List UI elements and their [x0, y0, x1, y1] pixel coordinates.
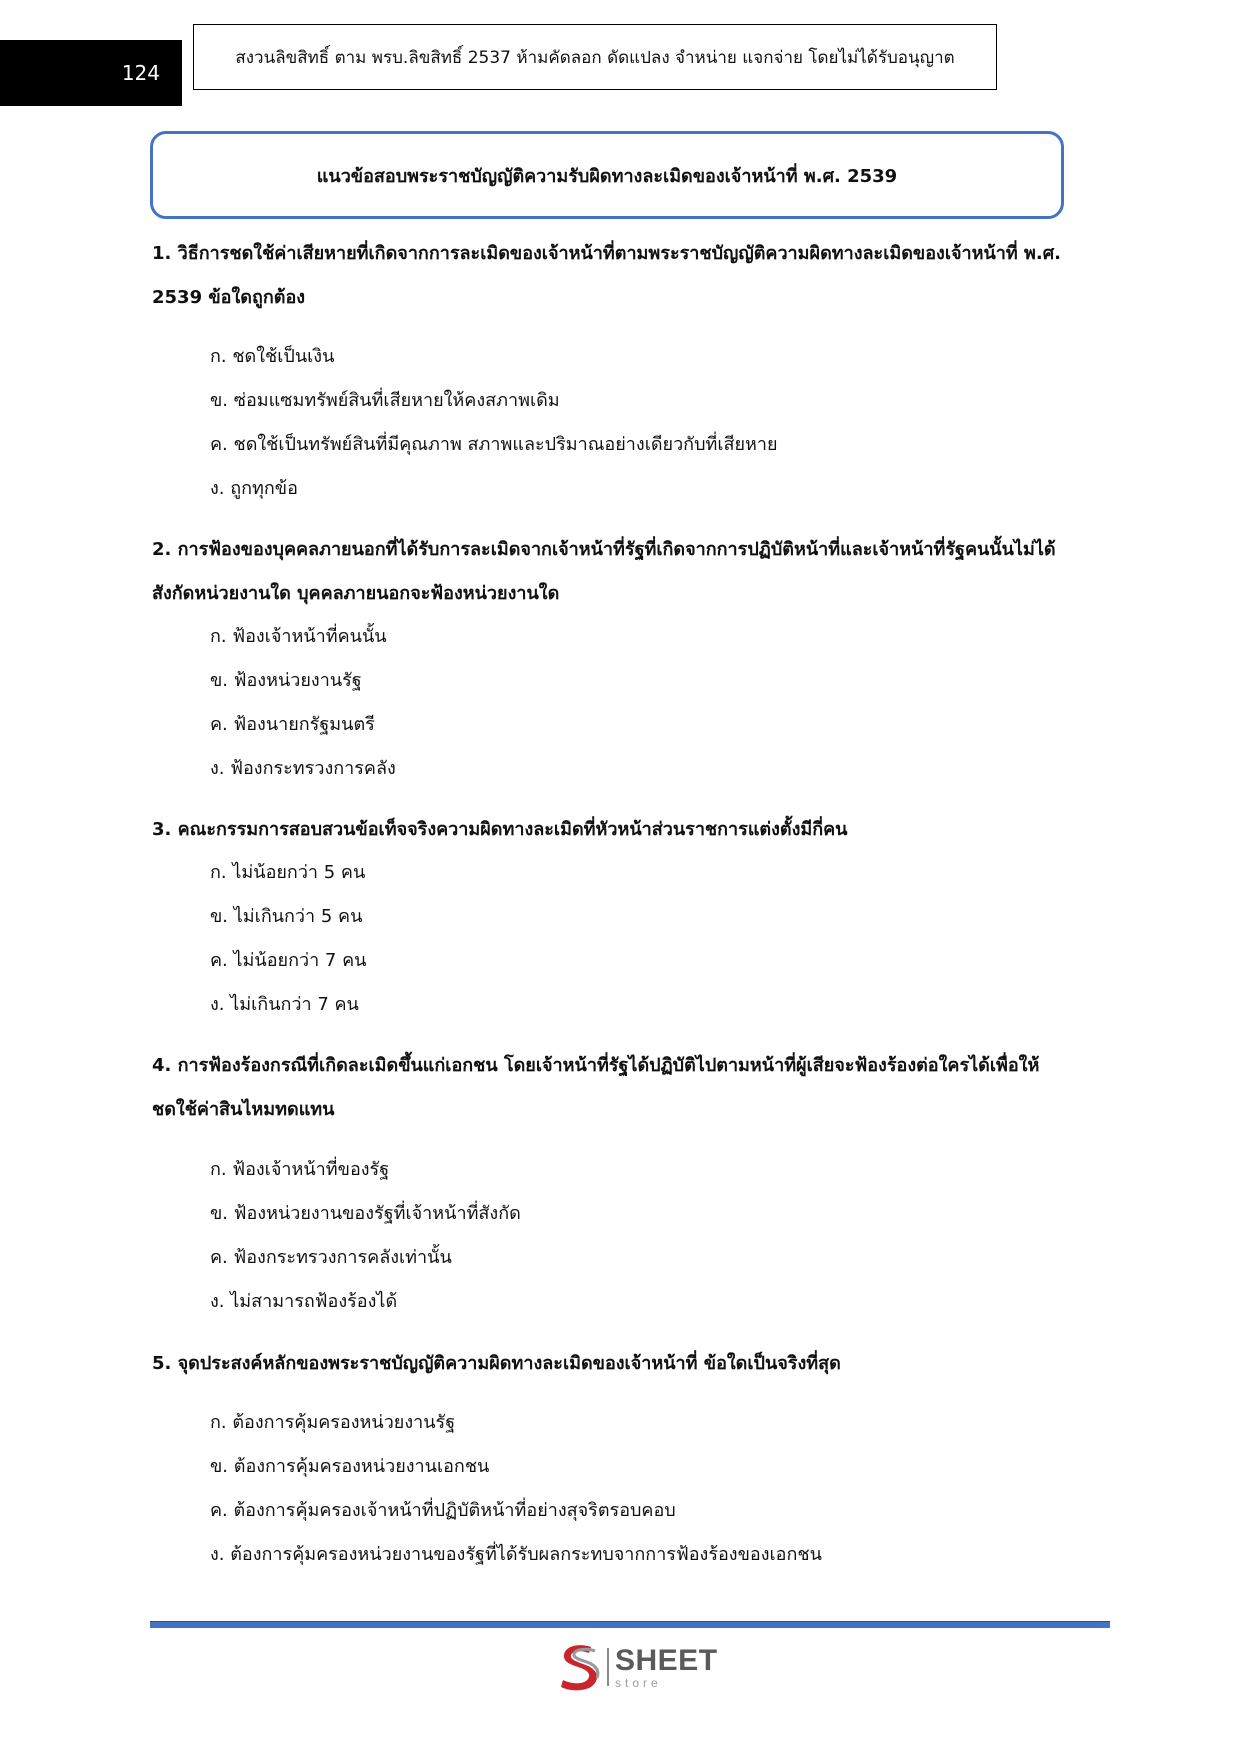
question-2: 2. การฟ้องของบุคคลภายนอกที่ได้รับการละเมิดจากเจ้าหน้าที่รัฐที่เกิดจากการปฏิบัติหน้าที่และเจ้าหน้าที่รัฐคนนั้นไม่ได้สังกัดหน่วยงานใด บุคคลภายนอกจะฟ้องหน่วยงานใด — [152, 539, 1056, 604]
logo-word: SHEET — [615, 1643, 718, 1677]
question-4-choice-b: ข. ฟ้องหน่วยงานของรัฐที่เจ้าหน้าที่สังกัด — [210, 1203, 521, 1224]
question-1-choice-a: ก. ชดใช้เป็นเงิน — [210, 346, 335, 367]
question-5: 5. จุดประสงค์หลักของพระราชบัญญัติความผิดทางละเมิดของเจ้าหน้าที่ ข้อใดเป็นจริงที่สุด — [152, 1353, 841, 1374]
question-2-choice-d: ง. ฟ้องกระทรวงการคลัง — [210, 758, 396, 779]
question-5-choice-d: ง. ต้องการคุ้มครองหน่วยงานของรัฐที่ได้รับผลกระทบจากการฟ้องร้องของเอกชน — [210, 1544, 822, 1565]
question-2-choice-b: ข. ฟ้องหน่วยงานรัฐ — [210, 670, 362, 691]
question-5-choice-a: ก. ต้องการคุ้มครองหน่วยงานรัฐ — [210, 1412, 456, 1433]
question-4: 4. การฟ้องร้องกรณีที่เกิดละเมิดขึ้นแก่เอกชน โดยเจ้าหน้าที่รัฐได้ปฏิบัติไปตามหน้าที่ผู้เสียจะฟ้องร้องต่อใครได้เพื่อให้ชดใช้ค่าสินไหมทดแทน — [152, 1055, 1040, 1120]
page-title: แนวข้อสอบพระราชบัญญัติความรับผิดทางละเมิดของเจ้าหน้าที่ พ.ศ. 2539 — [316, 165, 898, 187]
question-1-choice-c: ค. ชดใช้เป็นทรัพย์สินที่มีคุณภาพ สภาพและปริมาณอย่างเดียวกับที่เสียหาย — [210, 434, 778, 455]
question-4-choice-a: ก. ฟ้องเจ้าหน้าที่ของรัฐ — [210, 1159, 390, 1180]
question-2-choice-c: ค. ฟ้องนายกรัฐมนตรี — [210, 714, 375, 735]
question-3-choice-b: ข. ไม่เกินกว่า 5 คน — [210, 906, 363, 927]
question-5-choice-c: ค. ต้องการคุ้มครองเจ้าหน้าที่ปฏิบัติหน้าที่อย่างสุจริตรอบคอบ — [210, 1500, 676, 1521]
question-3-choice-d: ง. ไม่เกินกว่า 7 คน — [210, 994, 359, 1015]
question-5-choice-b: ข. ต้องการคุ้มครองหน่วยงานเอกชน — [210, 1456, 490, 1477]
sheet-store-logo — [555, 1641, 725, 1693]
question-2-choice-a: ก. ฟ้องเจ้าหน้าที่คนนั้น — [210, 626, 387, 647]
footer-divider — [150, 1621, 1110, 1628]
copyright-text: สงวนลิขสิทธิ์ ตาม พรบ.ลิขสิทธิ์ 2537 ห้ามคัดลอก ดัดแปลง จำหน่าย แจกจ่าย โดยไม่ได้รับอนุญาต — [235, 47, 955, 68]
question-1-choice-d: ง. ถูกทุกข้อ — [210, 478, 298, 499]
logo-text — [615, 1643, 718, 1690]
question-3: 3. คณะกรรมการสอบสวนข้อเท็จจริงความผิดทางละเมิดที่หัวหน้าส่วนราชการแต่งตั้งมีกี่คน — [152, 819, 848, 840]
copyright-notice — [193, 24, 997, 90]
page-title-box — [150, 131, 1064, 219]
question-4-choice-c: ค. ฟ้องกระทรวงการคลังเท่านั้น — [210, 1247, 452, 1268]
question-1-choice-b: ข. ซ่อมแซมทรัพย์สินที่เสียหายให้คงสภาพเดิม — [210, 390, 560, 411]
page-number-box — [0, 40, 182, 106]
logo-separator — [607, 1648, 609, 1686]
question-1: 1. วิธีการชดใช้ค่าเสียหายที่เกิดจากการละเมิดของเจ้าหน้าที่ตามพระราชบัญญัติความผิดทางละเมิดของเจ้าหน้าที่ พ.ศ. 2539 ข้อใดถูกต้อง — [152, 243, 1062, 308]
question-4-choice-d: ง. ไม่สามารถฟ้องร้องได้ — [210, 1291, 398, 1312]
page-number: 124 — [121, 61, 160, 85]
sheet-store-s-logo-icon — [555, 1641, 603, 1693]
question-3-choice-c: ค. ไม่น้อยกว่า 7 คน — [210, 950, 367, 971]
logo-subword: store — [615, 1675, 662, 1690]
question-3-choice-a: ก. ไม่น้อยกว่า 5 คน — [210, 862, 366, 883]
